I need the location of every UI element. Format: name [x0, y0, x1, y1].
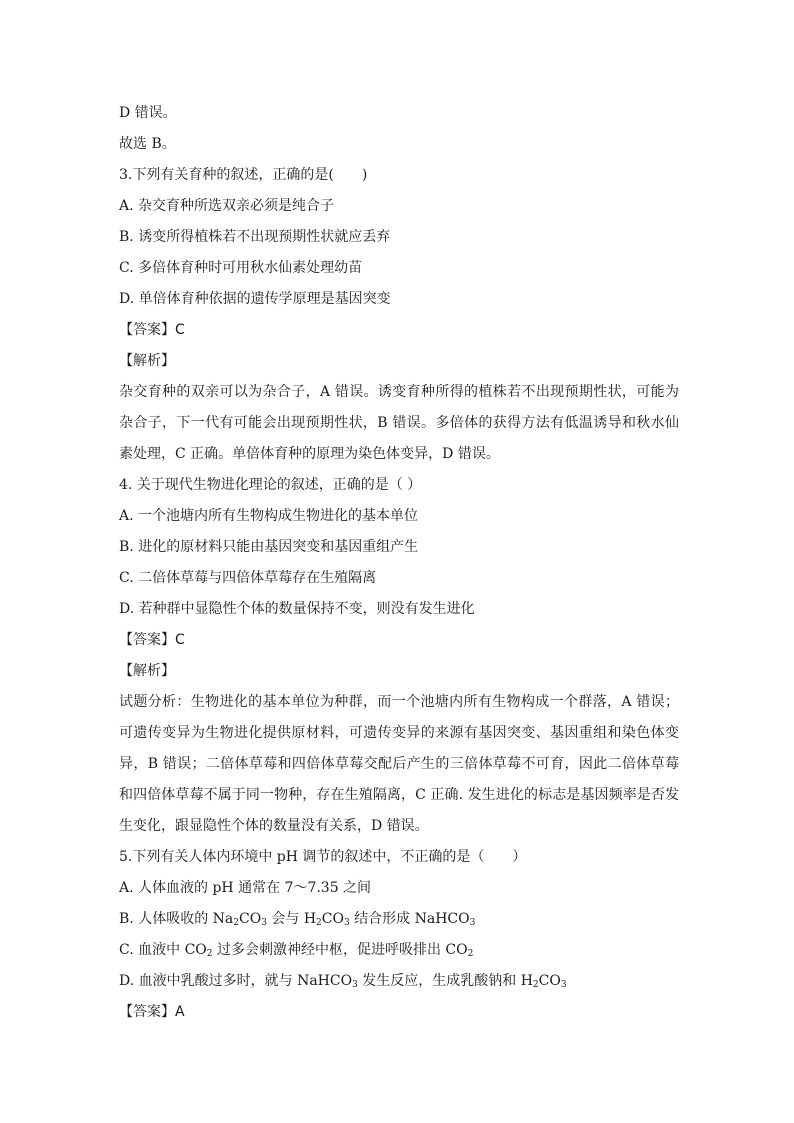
- text-line: 4. 关于现代生物进化理论的叙述，正确的是（ ）: [119, 477, 422, 493]
- text-run: 会与 H: [266, 911, 317, 927]
- section-label: 【答案】C: [119, 322, 185, 338]
- text-line: B. 进化的原材料只能由基因突变和基因重组产生: [119, 539, 419, 555]
- subscript: 2: [316, 918, 322, 928]
- text-line: D. 单倍体育种依据的遗传学原理是基因突变: [119, 291, 391, 307]
- option-line: [119, 966, 679, 997]
- text-run: CO: [238, 911, 262, 927]
- subscript: 3: [560, 980, 567, 990]
- text-line: 5.下列有关人体内环境中 pH 调节的叙述中，不正确的是（ ）: [119, 849, 527, 865]
- explanation-paragraph: 杂交育种的双亲可以为杂合子，A 错误。诱变育种所得的植株若不出现预期性状，可能为杂合子，下一代有可能会出现预期性状，B 错误。多倍体的获得方法有低温诱导和秋水仙素处理，C 正确。单倍体育种的原理为染色体变异，D 错误。: [119, 384, 679, 462]
- text-line: A. 人体血液的 pH 通常在 7～7.35 之间: [119, 880, 372, 896]
- text-line: 故选 B。: [119, 136, 176, 152]
- text-run: D. 血液中乳酸过多时，就与 NaHCO: [119, 973, 353, 989]
- text-run: CO: [321, 911, 344, 927]
- text-line: C. 多倍体育种时可用秋水仙素处理幼苗: [119, 260, 363, 276]
- subscript: 2: [532, 980, 539, 990]
- text-line: A. 杂交育种所选双亲必须是纯合子: [119, 198, 335, 214]
- option-line: [119, 904, 679, 935]
- text-line: A. 一个池塘内所有生物构成生物进化的基本单位: [119, 508, 419, 524]
- subscript: 3: [469, 918, 476, 928]
- section-label: 【解析】: [119, 663, 175, 679]
- explanation-paragraph: 试题分析：生物进化的基本单位为种群，而一个池塘内所有生物构成一个群落，A 错误；可遗传变异为生物进化提供原材料，可遗传变异的来源有基因突变、基因重组和染色体变异，B 错误；二倍体草莓和四倍体草莓交配后产生的三倍体草莓不可育，因此二倍体草莓和四倍体草莓不属于同一物种，存在生殖隔离，C 正确. 发生进化的标志是基因频率是否发生变化，跟显隐性个体的数量没有关系，D 错误。: [119, 694, 679, 834]
- subscript: 2: [206, 949, 213, 959]
- text-run: 发生反应，生成乳酸钠和 H: [357, 973, 533, 989]
- text-line: C. 二倍体草莓与四倍体草莓存在生殖隔离: [119, 570, 377, 586]
- text-line: D. 若种群中显隐性个体的数量保持不变，则没有发生进化: [119, 601, 475, 617]
- text-run: 过多会刺激神经中枢，促进呼吸排出 CO: [212, 942, 468, 958]
- subscript: 3: [352, 980, 358, 990]
- section-label: 【解析】: [119, 353, 175, 369]
- text-line: 3.下列有关育种的叙述，正确的是( ): [119, 167, 368, 183]
- text-run: CO: [538, 973, 561, 989]
- subscript: 2: [467, 949, 474, 959]
- document-page: [119, 98, 679, 1028]
- section-label: 【答案】C: [119, 632, 185, 648]
- subscript: 2: [233, 918, 239, 928]
- subscript: 3: [261, 918, 267, 928]
- text-line: B. 诱变所得植株若不出现预期性状就应丢弃: [119, 229, 391, 245]
- text-run: 结合形成 NaHCO: [349, 911, 470, 927]
- text-run: C. 血液中 CO: [119, 942, 207, 958]
- option-line: [119, 935, 679, 966]
- subscript: 3: [343, 918, 350, 928]
- text-run: B. 人体吸收的 Na: [119, 911, 234, 927]
- text-line: D 错误。: [119, 105, 177, 121]
- section-label: 【答案】A: [119, 1004, 185, 1020]
